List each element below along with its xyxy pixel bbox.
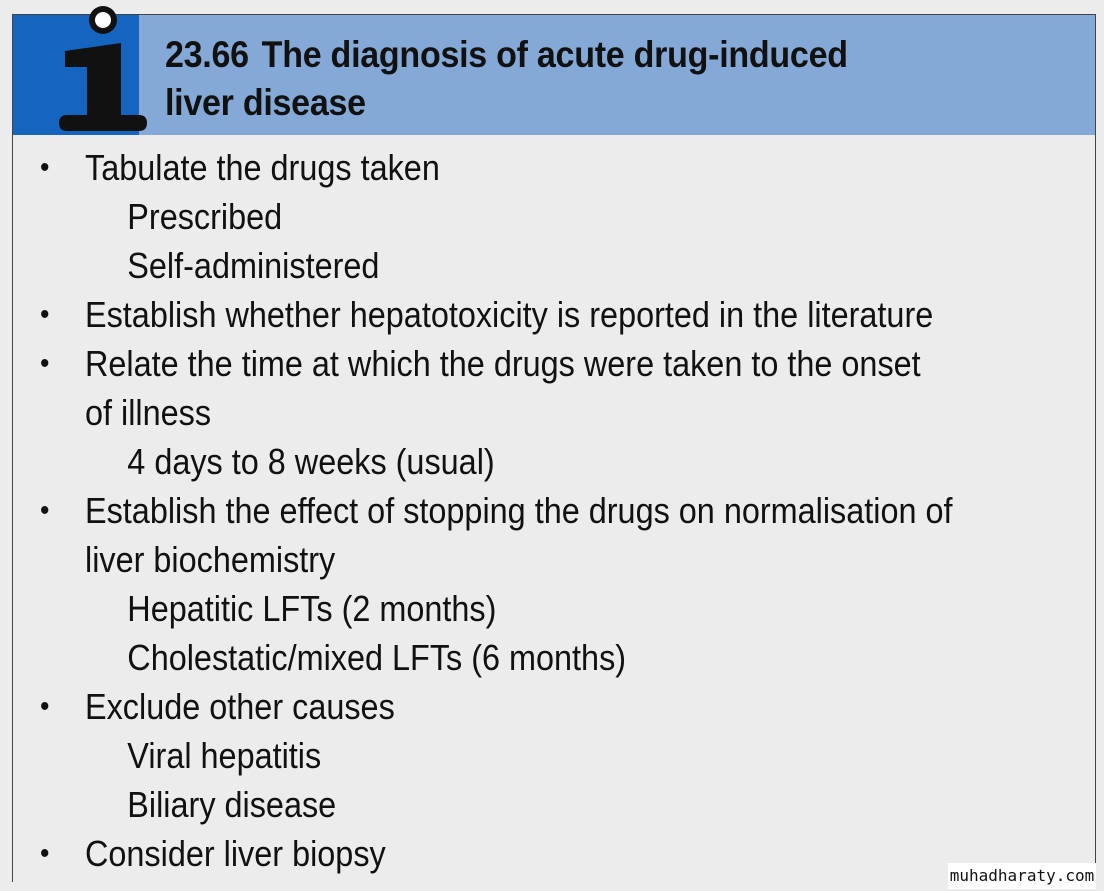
- sub-item: [13, 192, 987, 241]
- watermark: muhadharaty.com: [948, 863, 1096, 889]
- bullet-item: [13, 290, 987, 339]
- info-box: [12, 14, 1096, 882]
- bullet-icon: •: [40, 298, 50, 331]
- item-text: Consider liver biopsy: [85, 833, 386, 874]
- box-header: [13, 15, 1095, 135]
- item-text: Establish whether hepatotoxicity is reported in the literature: [85, 294, 934, 335]
- bullet-item: [13, 829, 987, 878]
- sub-item: [13, 584, 987, 633]
- box-number: 23.66: [165, 34, 249, 75]
- title-line-2: liver disease: [165, 82, 366, 123]
- bullet-item: [13, 143, 987, 192]
- info-icon: [51, 3, 151, 139]
- item-list: [13, 143, 1095, 878]
- item-text: Prescribed: [127, 196, 283, 237]
- item-text: Viral hepatitis: [127, 735, 322, 776]
- item-text: Biliary disease: [127, 784, 337, 825]
- continuation-line: [13, 388, 987, 437]
- item-text: Cholestatic/mixed LFTs (6 months): [127, 637, 627, 678]
- bullet-icon: •: [40, 347, 50, 380]
- item-text: of illness: [85, 392, 212, 433]
- sub-item: [13, 780, 987, 829]
- item-text: Establish the effect of stopping the drugs on normalisation of: [85, 490, 953, 531]
- bullet-icon: •: [40, 690, 50, 723]
- box-title: [165, 31, 993, 127]
- bullet-icon: •: [40, 494, 50, 527]
- bullet-item: [13, 339, 987, 388]
- continuation-line: [13, 535, 987, 584]
- bullet-icon: •: [40, 151, 50, 184]
- title-line-1: The diagnosis of acute drug-induced: [261, 34, 848, 75]
- icon-block: [13, 15, 139, 135]
- item-text: 4 days to 8 weeks (usual): [127, 441, 495, 482]
- item-text: Hepatitic LFTs (2 months): [127, 588, 497, 629]
- sub-item: [13, 731, 987, 780]
- sub-item: [13, 437, 987, 486]
- bullet-icon: •: [40, 837, 50, 870]
- bullet-item: [13, 486, 987, 535]
- item-text: Exclude other causes: [85, 686, 395, 727]
- item-text: Relate the time at which the drugs were taken to the onset: [85, 343, 921, 384]
- sub-item: [13, 241, 987, 290]
- item-text: Self-administered: [127, 245, 380, 286]
- item-text: liver biochemistry: [85, 539, 336, 580]
- bullet-item: [13, 682, 987, 731]
- sub-item: [13, 633, 987, 682]
- item-text: Tabulate the drugs taken: [85, 147, 440, 188]
